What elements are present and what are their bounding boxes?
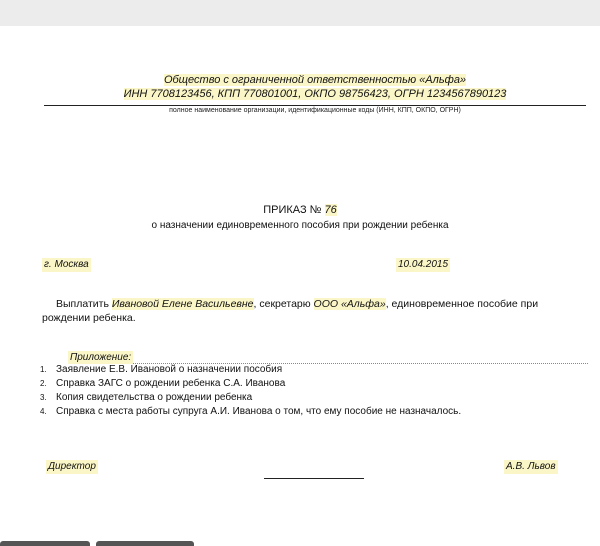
bottom-tab-right[interactable] <box>96 541 194 546</box>
company-name: ООО «Альфа» <box>313 298 386 310</box>
top-bar <box>0 0 600 26</box>
organization-name: Общество с ограниченной ответственностью «Альфа» <box>163 74 467 86</box>
signer-position: Директор <box>48 461 96 472</box>
attachment-text: Справка с места работы супруга А.И. Иванова о том, что ему пособие не назначалось. <box>56 406 462 417</box>
attachment-number: 4. <box>40 407 47 416</box>
attachment-number: 2. <box>40 379 47 388</box>
order-body-suffix: , единовременное пособие при рождении ребенка. <box>42 298 539 324</box>
order-subtitle: о назначении единовременного пособия при рождении ребенка <box>151 220 449 231</box>
organization-header <box>44 73 586 101</box>
bottom-tab-left[interactable] <box>0 541 90 546</box>
attachment-item <box>40 363 461 377</box>
organization-codes: ИНН 7708123456, КПП 770801001, ОКПО 98756423, ОГРН 1234567890123 <box>123 88 507 100</box>
order-number: 76 <box>324 204 337 216</box>
attachment-item <box>40 391 461 405</box>
attachment-text: Копия свидетельства о рождении ребенка <box>56 392 253 403</box>
order-city: г. Москва <box>44 259 89 270</box>
signer-name: А.В. Львов <box>506 461 556 472</box>
attachments-list <box>40 363 461 419</box>
attachment-item <box>40 405 461 419</box>
attachment-text: Справка ЗАГС о рождении ребенка С.А. Иванова <box>56 378 286 389</box>
signature-line <box>264 478 364 479</box>
order-body <box>42 297 567 325</box>
order-body-prefix: Выплатить <box>56 298 112 310</box>
attachment-item <box>40 377 461 391</box>
attachment-number: 3. <box>40 393 47 402</box>
employee-name: Ивановой Елене Васильевне <box>111 298 254 310</box>
order-title <box>0 203 600 217</box>
organization-caption: полное наименование организации, идентификационные коды (ИНН, КПП, ОКПО, ОГРН) <box>169 107 461 114</box>
attachment-text: Заявление Е.В. Ивановой о назначении пособия <box>56 364 283 375</box>
attachment-number: 1. <box>40 365 47 374</box>
attachments-label: Приложение: <box>70 352 132 363</box>
order-body-middle: , секретарю <box>253 298 314 310</box>
order-date: 10.04.2015 <box>398 259 449 270</box>
order-title-prefix: ПРИКАЗ № <box>263 204 325 216</box>
